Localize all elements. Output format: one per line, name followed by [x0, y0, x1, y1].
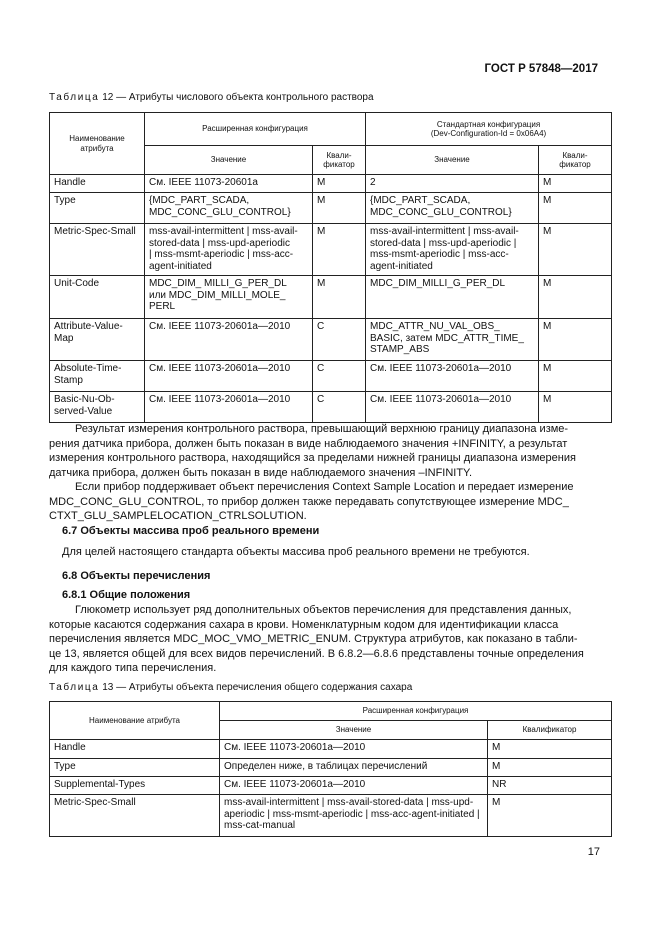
table-12-header-extended: Расширенная конфигурация — [145, 113, 366, 146]
table-12-cell-ext-qualifier: C — [313, 392, 366, 423]
table-12-cell-name: Absolute-Time- Stamp — [50, 361, 145, 392]
table-13-cell-name: Metric-Spec-Small — [50, 795, 220, 837]
table-row — [50, 276, 612, 319]
table-12-header-std-qualifier: Квали- фикатор — [539, 146, 612, 175]
table-12-caption — [49, 92, 374, 103]
section-6-7-text: Для целей настоящего стандарта объекты массива проб реального времени не требуются. — [62, 546, 530, 558]
table-13-cell-value: Определен ниже, в таблицах перечислений — [220, 759, 488, 777]
table-12-cell-ext-value: См. IEEE 11073-20601a—2010 — [145, 361, 313, 392]
table-12-cell-name: Handle — [50, 175, 145, 193]
table-12-cell-ext-value: MDC_DIM_ MILLI_G_PER_DL или MDC_DIM_MILLI_MOLE_ PERL — [145, 276, 313, 319]
table-12-cell-std-qualifier: M — [539, 319, 612, 361]
table-12-cell-ext-qualifier: C — [313, 319, 366, 361]
table-12-cell-std-value: 2 — [366, 175, 539, 193]
table-13-cell-value: См. IEEE 11073-20601a—2010 — [220, 777, 488, 795]
paragraph-sample-location — [49, 480, 611, 524]
table-13-cell-qualifier: NR — [488, 777, 612, 795]
table-12-cell-ext-qualifier: M — [313, 193, 366, 224]
table-row — [50, 777, 612, 795]
table-12-cell-ext-qualifier: M — [313, 224, 366, 276]
table-13-cell-value: См. IEEE 11073-20601a—2010 — [220, 740, 488, 759]
table-12-cell-std-qualifier: M — [539, 175, 612, 193]
table-12-cell-std-value: mss-avail-intermittent | mss-avail- stored-data | mss-upd-aperiodic | mss-msmt-aperiodic | mss-acc- agent-initiated — [366, 224, 539, 276]
table-13-header-extended: Расширенная конфигурация — [220, 702, 612, 721]
table-row — [50, 740, 612, 759]
table-12-cell-ext-qualifier: M — [313, 276, 366, 319]
table-12 — [49, 112, 612, 423]
table-12-cell-std-qualifier: M — [539, 392, 612, 423]
section-6-8-heading: 6.8 Объекты перечисления — [62, 570, 211, 582]
table-13-cell-qualifier: M — [488, 759, 612, 777]
table-12-cell-std-value: {MDC_PART_SCADA, MDC_CONC_GLU_CONTROL} — [366, 193, 539, 224]
paragraph-line: которые касаются содержания сахара в крови. Номенклатурным кодом для идентификации класса — [49, 618, 559, 631]
table-12-cell-ext-value: См. IEEE 11073-20601a—2010 — [145, 319, 313, 361]
table-12-cell-ext-value: mss-avail-intermittent | mss-avail- stored-data | mss-upd-aperiodic | mss-msmt-aperiodic | mss-acc- agent-initiated — [145, 224, 313, 276]
table-13-header-value: Значение — [220, 721, 488, 740]
table-13 — [49, 701, 612, 837]
table-12-cell-ext-value: См. IEEE 11073-20601a — [145, 175, 313, 193]
table-12-cell-std-qualifier: M — [539, 193, 612, 224]
table-13-header-qualifier: Квалификатор — [488, 721, 612, 740]
section-6-8-1-heading: 6.8.1 Общие положения — [62, 589, 191, 601]
table-12-cell-ext-qualifier: M — [313, 175, 366, 193]
table-12-cell-ext-value: См. IEEE 11073-20601a—2010 — [145, 392, 313, 423]
table-13-caption-prefix: Таблица — [49, 682, 100, 693]
table-12-header-std-value: Значение — [366, 146, 539, 175]
table-row — [50, 361, 612, 392]
table-row — [50, 392, 612, 423]
paragraph-line: Результат измерения контрольного раствора, превышающий верхнюю границу диапазона изме- — [75, 423, 569, 435]
page-number: 17 — [587, 846, 600, 858]
table-12-cell-name: Metric-Spec-Small — [50, 224, 145, 276]
table-row — [50, 193, 612, 224]
paragraph-line: Глюкометр использует ряд дополнительных объектов перечисления для представления данных, — [75, 604, 572, 616]
table-12-caption-prefix: Таблица — [49, 92, 100, 103]
table-13-caption — [49, 682, 412, 693]
table-12-header-ext-qualifier: Квали- фикатор — [313, 146, 366, 175]
table-13-cell-name: Supplemental-Types — [50, 777, 220, 795]
table-12-cell-name: Attribute-Value-Map — [50, 319, 145, 361]
table-12-cell-ext-value: {MDC_PART_SCADA, MDC_CONC_GLU_CONTROL} — [145, 193, 313, 224]
paragraph-line: рения датчика прибора, должен быть показан в виде наблюдаемого значения +INFINITY, а результат — [49, 437, 568, 450]
paragraph-line: це 13, является общей для всех видов перечислений. В 6.8.2—6.8.6 представлены точные определения — [49, 647, 584, 660]
table-row — [50, 224, 612, 276]
table-12-cell-name: Unit-Code — [50, 276, 145, 319]
table-row — [50, 319, 612, 361]
paragraph-line: перечисления является MDC_MOC_VMO_METRIC_ENUM. Структура атрибутов, как показано в табли- — [49, 633, 578, 645]
table-13-cell-name: Handle — [50, 740, 220, 759]
paragraph-line: MDC_CONC_GLU_CONTROL, то прибор должен также передавать сопутствующее измерение MDC_ — [49, 495, 569, 508]
table-12-cell-name: Basic-Nu-Ob- served-Value — [50, 392, 145, 423]
table-row — [50, 759, 612, 777]
paragraph-control-solution — [49, 422, 611, 480]
paragraph-line: измерения контрольного раствора, находящийся за пределами нижней границы диапазона измерения — [49, 452, 576, 464]
document-number: ГОСТ Р 57848—2017 — [484, 63, 598, 75]
table-12-header-attr-name: Наименование атрибута — [50, 113, 145, 175]
table-13-header-attr-name: Наименование атрибута — [50, 702, 220, 740]
table-row — [50, 795, 612, 837]
table-12-cell-std-value: MDC_DIM_MILLI_G_PER_DL — [366, 276, 539, 319]
table-12-header-standard: Стандартная конфигурация (Dev-Configuration-Id = 0x06A4) — [366, 113, 612, 146]
paragraph-line: для каждого типа перечисления. — [49, 662, 217, 674]
table-12-cell-name: Type — [50, 193, 145, 224]
table-13-cell-qualifier: M — [488, 795, 612, 837]
table-12-header-ext-value: Значение — [145, 146, 313, 175]
table-13-cell-name: Type — [50, 759, 220, 777]
table-12-cell-std-qualifier: M — [539, 361, 612, 392]
table-12-caption-text: 12 — Атрибуты числового объекта контрольного раствора — [99, 92, 374, 103]
table-row — [50, 175, 612, 193]
paragraph-line: датчика прибора, должен быть показан в виде наблюдаемого значения –INFINITY. — [49, 466, 473, 479]
table-12-cell-std-qualifier: M — [539, 276, 612, 319]
table-12-cell-std-value: MDC_ATTR_NU_VAL_OBS_ BASIC, затем MDC_ATTR_TIME_ STAMP_ABS — [366, 319, 539, 361]
paragraph-line: CTXT_GLU_SAMPLELOCATION_CTRLSOLUTION. — [49, 510, 307, 522]
paragraph-general-provisions — [49, 603, 611, 676]
table-12-cell-std-value: См. IEEE 11073-20601a—2010 — [366, 361, 539, 392]
paragraph-line: Если прибор поддерживает объект перечисления Context Sample Location и передает измерение — [75, 481, 574, 493]
table-13-cell-qualifier: M — [488, 740, 612, 759]
section-6-7-heading: 6.7 Объекты массива проб реального времени — [62, 525, 320, 537]
table-13-cell-value: mss-avail-intermittent | mss-avail-stored-data | mss-upd- aperiodic | mss-msmt-aperiodic | mss-acc-agent-initiated | mss-cat-manual — [220, 795, 488, 837]
table-12-cell-std-qualifier: M — [539, 224, 612, 276]
table-12-cell-std-value: См. IEEE 11073-20601a—2010 — [366, 392, 539, 423]
table-13-caption-text: 13 — Атрибуты объекта перечисления общего содержания сахара — [99, 682, 413, 693]
table-12-cell-ext-qualifier: C — [313, 361, 366, 392]
